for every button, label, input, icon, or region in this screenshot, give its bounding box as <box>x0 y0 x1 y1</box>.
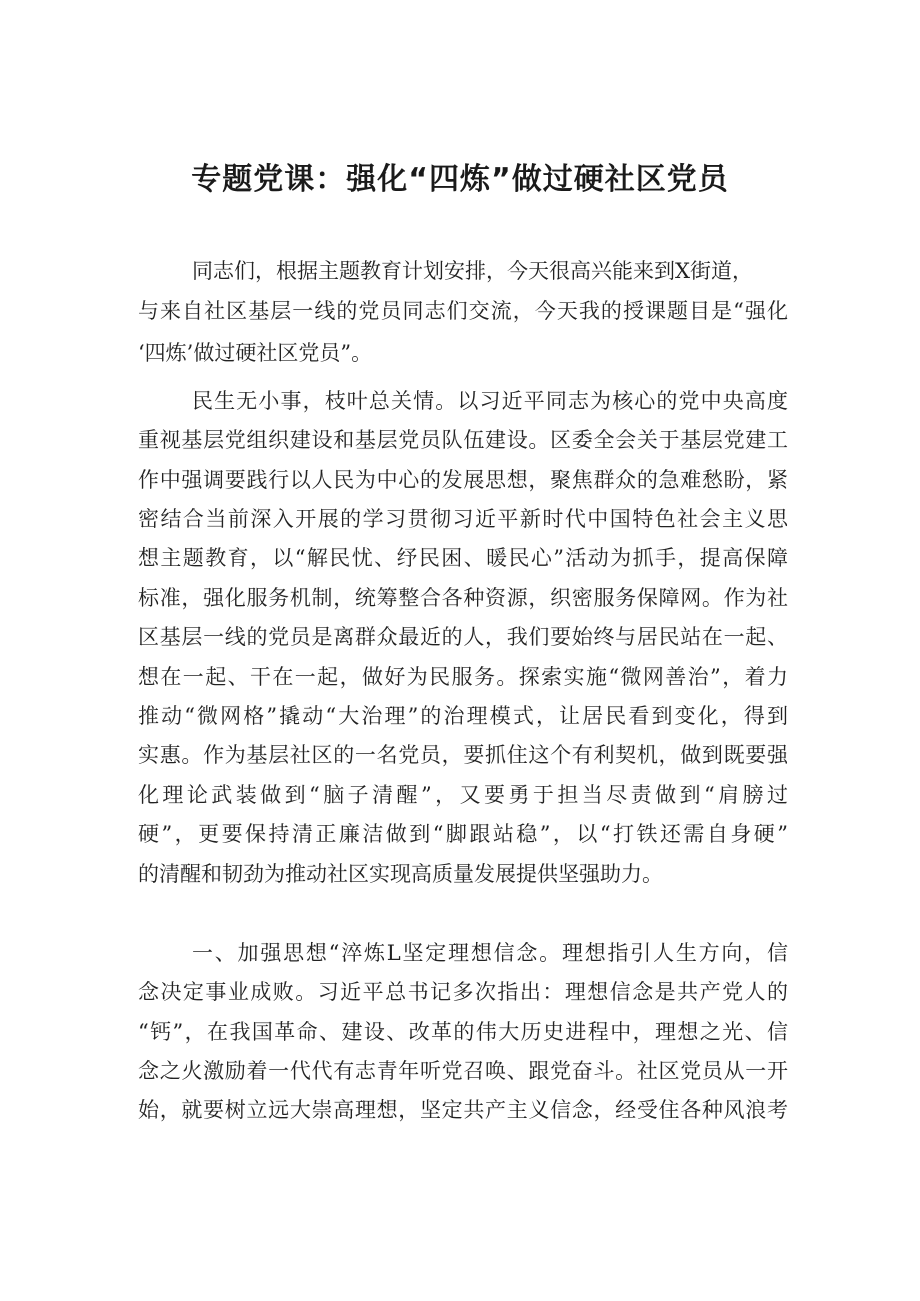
paragraph-line: ‘四炼’做过硬社区党员”。 <box>138 341 373 365</box>
paragraph-line: “钙”，在我国革命、建设、改革的伟大历史进程中，理想之光、信 <box>138 1020 788 1044</box>
paragraph-line: 想主题教育，以“解民忧、纾民困、暖民心”活动为抓手，提高保障 <box>138 546 788 570</box>
paragraph-line: 同志们，根据主题教育计划安排，今天很高兴能来到X街道， <box>192 259 753 283</box>
paragraph-line: 推动“微网格”撬动“大治理”的治理模式，让居民看到变化，得到 <box>138 704 788 728</box>
paragraph-line: 民生无小事，枝叶总关情。以习近平同志为核心的党中央高度 <box>192 389 788 413</box>
paragraph-line: 的清醒和韧劲为推动社区实现高质量发展提供坚强助力。 <box>138 862 663 886</box>
paragraph-line: 标准，强化服务机制，统筹整合各种资源，织密服务保障网。作为社 <box>138 586 788 610</box>
paragraph-line: 念决定事业成败。习近平总书记多次指出：理想信念是共产党人的 <box>138 980 788 1004</box>
paragraph-line: 作中强调要践行以人民为中心的发展思想，聚焦群众的急难愁盼，紧 <box>138 468 788 492</box>
paragraph-line: 想在一起、干在一起，做好为民服务。探索实施“微网善治”，着力 <box>138 665 788 689</box>
paragraph-line: 密结合当前深入开展的学习贯彻习近平新时代中国特色社会主义思 <box>138 507 788 531</box>
paragraph-line: 与来自社区基层一线的党员同志们交流，今天我的授课题目是“强化 <box>138 299 788 323</box>
paragraph-line: 区基层一线的党员是离群众最近的人，我们要始终与居民站在一起、 <box>138 625 788 649</box>
paragraph-line: 重视基层党组织建设和基层党员队伍建设。区委全会关于基层党建工 <box>138 428 788 452</box>
paragraph-line: 化理论武装做到“脑子清醒”，又要勇于担当尽责做到“肩膀过 <box>138 783 788 807</box>
paragraph-line: 一、加强思想“淬炼L坚定理想信念。理想指引人生方向，信 <box>192 941 788 965</box>
paragraph-line: 念之火激励着一代代有志青年听党召唤、跟党奋斗。社区党员从一开 <box>138 1059 788 1083</box>
document-title: 专题党课：强化“四炼”做过硬社区党员 <box>191 162 729 197</box>
paragraph-line: 实惠。作为基层社区的一名党员，要抓住这个有利契机，做到既要强 <box>138 743 788 767</box>
paragraph-line: 始，就要树立远大崇高理想，坚定共产主义信念，经受住各种风浪考 <box>138 1098 788 1122</box>
paragraph-line: 硬”，更要保持清正廉洁做到“脚跟站稳”，以“打铁还需自身硬” <box>138 822 788 846</box>
